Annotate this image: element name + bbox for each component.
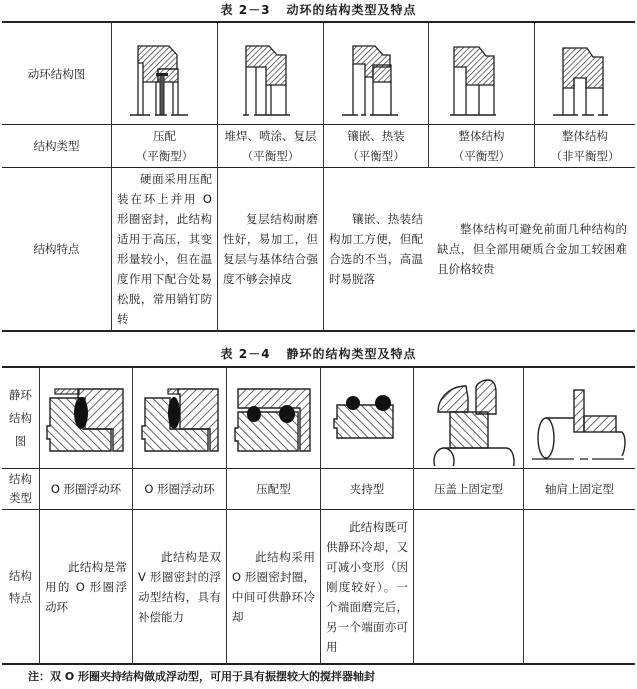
features-text: 硬面采用压配装在环上并用 O 形圈密封，此结构适用于高压，其变形量较小，但在温度作用下配合处易松脱，常用销钉防转 — [117, 172, 212, 326]
table1-type-cell — [218, 125, 323, 167]
table1-type-cell — [112, 125, 217, 167]
header-line: 静环 — [9, 387, 32, 402]
type-name: 镶嵌、热装 — [347, 129, 405, 143]
table1-features-cell — [218, 168, 323, 330]
table2-type-cell: 夹持型 — [349, 482, 385, 496]
o-ring-floating-stationary-ring-diagram — [45, 386, 129, 456]
features-text: 此结构是常用的 O 形圈浮动环 — [45, 559, 127, 614]
table1-type-cell — [324, 125, 428, 167]
press-fit-rotating-ring-diagram — [125, 40, 205, 124]
table2-title — [0, 345, 637, 362]
type-name: 堆焊、喷涂、复层 — [224, 129, 317, 143]
table1-row-header-features: 结构特点 — [33, 242, 80, 256]
table2-bottom-rule — [2, 663, 635, 665]
integral-balanced-ring-diagram — [448, 40, 518, 124]
table2-features-cell-empty — [524, 510, 635, 663]
type-balance: （非平衡型） — [550, 149, 620, 163]
table2-features-cell — [227, 510, 320, 663]
table2-type-cell: 轴肩上固定型 — [545, 482, 614, 496]
table2-type-cell: 压配型 — [256, 482, 291, 496]
header-line: 结构 — [9, 410, 32, 425]
features-text: 此结构既可供静环冷却，又可减小变形（因刚度较好）。一个端面磨完后，另一个端面亦可用 — [326, 519, 408, 654]
header-line: 类型 — [9, 491, 32, 505]
press-fit-stationary-ring-diagram — [232, 386, 316, 456]
features-text: 镶嵌、热装结构加工方便，但配合选的不当，高温时易脱落 — [329, 212, 423, 286]
type-balance: （平衡型） — [452, 149, 511, 163]
table2-features-cell — [133, 510, 226, 663]
table2-features-cell-empty — [414, 510, 523, 663]
features-text: 此结构是双 V 形圈密封的浮动型结构，具有补偿能力 — [138, 549, 221, 624]
table1-title-text: 动环的结构类型及特点 — [286, 3, 417, 17]
features-text: 整体结构可避免前面几种结构的缺点，但全部用硬质合金加工较困难且价格较贵 — [437, 222, 627, 276]
header-line: 结构 — [9, 568, 32, 583]
type-balance: （平衡型） — [135, 149, 194, 163]
header-line: 结构 — [9, 472, 32, 486]
table1-title-number: 表 2－3 — [220, 3, 271, 17]
table2-footnote: 注：双 O 形圈夹持结构做成浮动型，可用于具有振摆较大的搅拌器轴封 — [28, 670, 376, 683]
table2-row-header-diagram — [2, 368, 39, 468]
table2-type-cell: O 形圈浮动环 — [50, 482, 122, 496]
table2-type-cell: 压盖上固定型 — [434, 482, 503, 496]
type-name: 整体结构 — [458, 129, 505, 143]
header-line: 图 — [14, 433, 27, 448]
features-text: 此结构采用 O 形圈密封圈，中间可供静环冷却 — [232, 549, 315, 624]
table2-type-cell: O 形圈浮动环 — [144, 482, 215, 496]
gland-fixed-stationary-ring-diagram — [416, 374, 522, 466]
table1-row-header-type: 结构类型 — [33, 139, 80, 153]
shaft-shoulder-fixed-stationary-ring-diagram — [528, 386, 628, 466]
table2-title-number: 表 2－4 — [220, 347, 271, 361]
header-line: 特点 — [9, 590, 32, 605]
clamped-stationary-ring-diagram — [333, 386, 403, 456]
type-name: 压配 — [153, 129, 176, 143]
overlay-weld-spray-coating-ring-diagram — [240, 40, 310, 124]
table1-type-cell — [429, 125, 534, 167]
type-name: 整体结构 — [562, 129, 608, 143]
table2-features-cell — [40, 510, 132, 663]
table1-features-cell — [324, 168, 428, 330]
table2-top-rule — [2, 366, 635, 368]
double-v-ring-floating-stationary-ring-diagram — [140, 386, 224, 456]
table1-title — [0, 1, 637, 18]
inlay-shrink-fit-ring-diagram — [340, 40, 420, 124]
table1-row-header-diagram: 动环结构图 — [27, 66, 86, 81]
integral-unbalanced-ring-diagram — [550, 40, 620, 124]
table2-title-text: 静环的结构类型及特点 — [286, 347, 417, 361]
type-balance: （平衡型） — [241, 149, 300, 163]
type-balance: （平衡型） — [347, 149, 405, 163]
table1-features-merged-cell — [429, 168, 635, 330]
table1-bottom-rule — [2, 330, 635, 332]
features-text: 复层结构耐磨性好，易加工，但复层与基体结合强度不够会掉皮 — [223, 212, 318, 286]
table1-features-cell — [112, 168, 217, 330]
table2-features-cell — [321, 510, 413, 663]
table1-type-cell — [535, 125, 635, 167]
table2-row-header-features — [2, 510, 39, 663]
table2-row-header-type — [2, 469, 39, 509]
